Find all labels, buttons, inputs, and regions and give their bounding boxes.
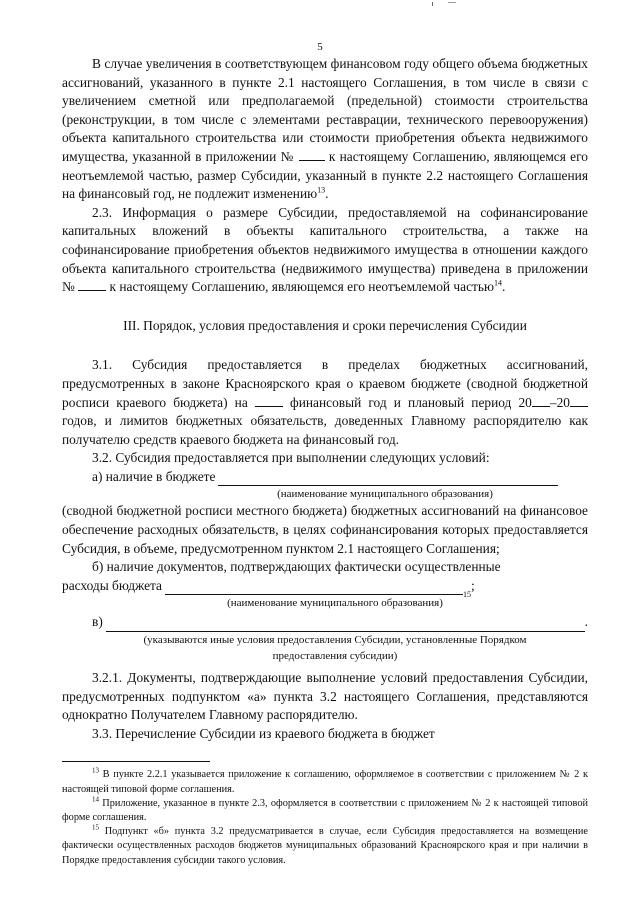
condition-b-field-line: расходы бюджета 15 ; bbox=[62, 577, 475, 600]
footnote-text: Подпункт «б» пункта 3.2 предусматривается в случае, если Субсидия предоставляется на возмещение фактически осуществленных расходов бюджетов муниципальных образований Красноярского края и при наличии в Порядке предоставления субсидии такого условия. bbox=[62, 826, 588, 866]
paragraph-text: финансовый год и плановый период 20 bbox=[290, 394, 532, 410]
punctuation: . bbox=[584, 614, 588, 630]
condition-b-line: б) наличие документов, подтверждающих фактически осуществленные bbox=[92, 559, 501, 575]
section-heading: III. Порядок, условия предоставления и сроки перечисления Субсидии bbox=[123, 317, 527, 333]
blank-field bbox=[255, 394, 283, 407]
blank-field bbox=[218, 472, 558, 486]
blank-field bbox=[165, 581, 463, 595]
footnote bbox=[62, 797, 588, 825]
paragraph-3-3: 3.3. Перечисление Субсидии из краевого бюджета в бюджет bbox=[92, 725, 435, 741]
paragraph-3-2-1: 3.2.1. Документы, подтверждающие выполнение условий предоставления Субсидии, предусмотренных подпунктом «а» пункта 3.2 настоящего Соглашения, представляются однократно Получателем Главному распорядителю. bbox=[62, 670, 588, 723]
scan-mark bbox=[448, 2, 456, 3]
paragraph-text: годов, и лимитов бюджетных обязательств, доведенных Главному распорядителю как получателю средств краевого бюджета на финансовый год. bbox=[62, 413, 588, 447]
condition-c-line bbox=[62, 613, 588, 632]
footnote-ref: 14 bbox=[494, 278, 502, 288]
footnote-number: 13 bbox=[92, 766, 99, 775]
punctuation: . bbox=[502, 279, 506, 295]
page-number: 5 bbox=[317, 41, 323, 53]
footnote-ref: 13 bbox=[317, 185, 326, 195]
field-caption: (наименование муниципального образования) bbox=[227, 597, 443, 610]
blank-field bbox=[78, 278, 106, 291]
condition-label: расходы бюджета bbox=[62, 577, 162, 593]
footnote-number: 14 bbox=[92, 795, 99, 804]
condition-a-line bbox=[62, 468, 588, 487]
paragraph-text: к настоящему Соглашению, являющемся его неотъемлемой частью bbox=[109, 279, 494, 295]
blank-field bbox=[570, 394, 588, 407]
paragraph-3-1 bbox=[62, 356, 588, 449]
condition-a-text: (сводной бюджетной росписи местного бюджета) бюджетных ассигнований на финансовое обеспечение расходных обязательств, в целях софинансирования которых предоставляется Субсидия, в объеме, предусмотренном пунктом 2.1 настоящего Соглашения; bbox=[62, 503, 588, 556]
paragraph-text: 2.3. Информация о размере Субсидии, предоставляемой на софинансирование капитальных вложений в объекты капитального строительства, а также на софинансирование приобретения объектов недвижимого имущества в отношении каждого объекта капитального строительства (недвижимого имущества) приведена в приложении № bbox=[62, 204, 588, 295]
field-caption: (наименование муниципального образования) bbox=[277, 488, 493, 501]
condition-label: а) наличие в бюджете bbox=[92, 468, 216, 484]
blank-field bbox=[299, 148, 325, 161]
footnote-text: Приложение, указанное в пункте 2.3, оформляется в соответствии с приложением № 2 к настоящей типовой форме соглашения. bbox=[62, 797, 588, 824]
blank-field bbox=[532, 394, 550, 407]
paragraph-text: к настоящему Соглашению, являющемся его неотъемлемой частью, размер Субсидии, указанный в пункте 2.2 настоящего Соглашения на финансовый год, не подлежит изменению bbox=[62, 148, 588, 202]
paragraph-2-2-continuation bbox=[62, 55, 588, 204]
scan-mark bbox=[432, 2, 433, 6]
paragraph-text: –20 bbox=[549, 394, 570, 410]
footnote-number: 15 bbox=[92, 823, 99, 832]
footnote-separator bbox=[62, 761, 210, 762]
paragraph-3-2: 3.2. Субсидия предоставляется при выполнении следующих условий: bbox=[92, 450, 490, 466]
paragraph-text: 3.1. Субсидия предоставляется в пределах бюджетных ассигнований, предусмотренных в законе Красноярского края о краевом бюджете (сводной бюджетной росписи краевого бюджета) на bbox=[62, 357, 588, 410]
footnote bbox=[62, 768, 588, 796]
paragraph-2-3 bbox=[62, 204, 588, 297]
punctuation: ; bbox=[470, 577, 475, 593]
paragraph-text: В случае увеличения в соответствующем финансовом году общего объема бюджетных ассигнований, указанного в пункте 2.1 настоящего Соглашения, в том числе в связи с увеличением сметной или предполагаемой (предельной) стоимости строительства (реконструкции, в том числе с элементами реставрации, технического перевооружения) объекта капитального строительства или стоимости приобретения объекта недвижимого имущества, указанной в приложении № bbox=[62, 56, 588, 164]
document-body bbox=[62, 55, 588, 868]
blank-field bbox=[106, 618, 585, 632]
footnote bbox=[62, 825, 588, 868]
punctuation: . bbox=[325, 186, 329, 202]
condition-label: в) bbox=[92, 614, 103, 630]
field-caption: (указываются иные условия предоставления Субсидии, установленные Порядком предоставления субсидии) bbox=[143, 634, 527, 663]
footnote-text: В пункте 2.2.1 указывается приложение к соглашению, оформляемое в соответствии с приложением № 2 к настоящей типовой форме соглашения. bbox=[62, 769, 588, 795]
